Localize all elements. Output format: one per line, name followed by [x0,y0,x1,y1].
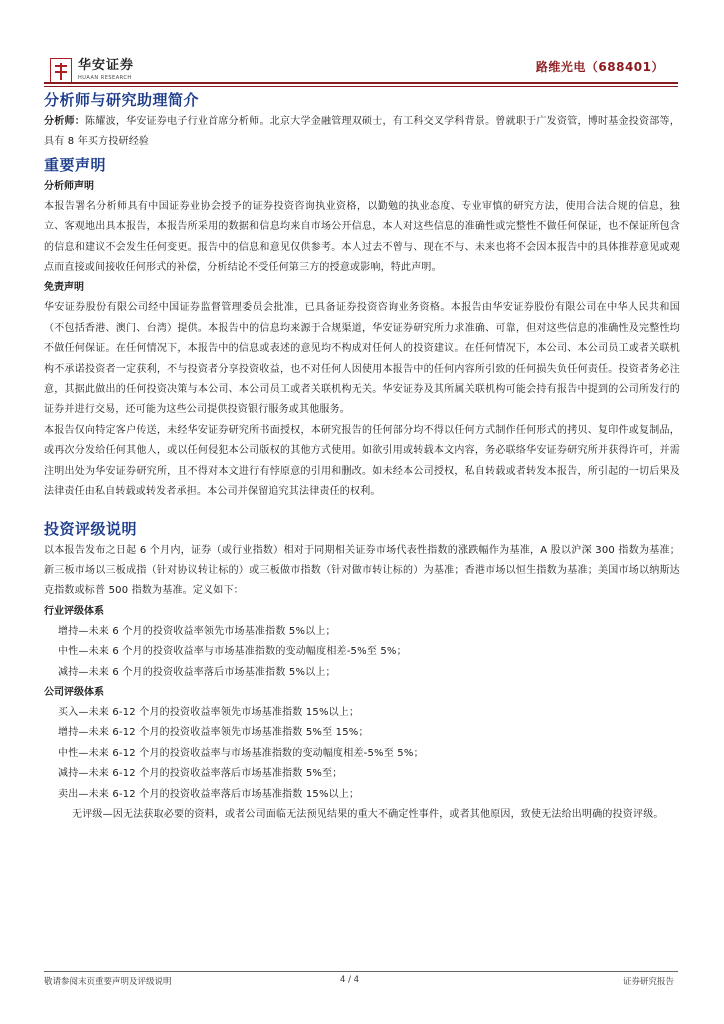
disclaimer-title: 免责声明 [44,282,84,294]
logo-name-en: HUAAN RESEARCH [78,75,132,81]
company-rating-item: 买入—未来 6-12 个月的投资收益率领先市场基准指数 15%以上； [58,706,360,718]
company-rating-item-none: 无评级—因无法获取必要的资料，或者公司面临无法预见结果的重大不确定性事件，或者其他原因，致使无法给出明确的投资评级。 [72,808,664,820]
disclaimer-paragraph-2: 本报告仅向特定客户传送，未经华安证券研究所书面授权，本研究报告的任何部分均不得以任何方式制作任何形式的拷贝、复印件或复制品，或再次分发给任何其他人，或以任何侵犯本公司版权的其他方式使用。如欲引用或转载本文内容，务必联络华安证券研究所并获得许可，并需注明出处为华安证券研究所，且不得对本文进行有悖原意的引用和删改。如未经本公司授权，私自转载或者转发本报告，所引起的一切后果及法律责任由私自转载或转发者承担。本公司并保留追究其法律责任的权利。 [44,424,680,498]
analyst-bio-text: 陈耀波，华安证券电子行业首席分析师。北京大学金融管理双硕士，有工科交叉学科背景。曾就职于广发资管，博时基金投资部等，具有 8 年买方投研经验 [44,116,680,148]
industry-rating-item: 减持—未来 6 个月的投资收益率落后市场基准指数 5%以上； [58,666,336,678]
footer-notice: 敬请参阅末页重要声明及评级说明 [44,977,172,987]
header-rule-thin [44,86,678,87]
footer-rule [44,971,678,972]
footer-report-type: 证券研究报告 [622,977,674,987]
company-rating-item: 中性—未来 6-12 个月的投资收益率与市场基准指数的变动幅度相差-5%至 5%； [58,747,424,759]
header-rule [44,82,678,84]
report-body [44,88,680,825]
logo-name-cn: 华安证券 [78,58,135,73]
industry-rating-item: 增持—未来 6 个月的投资收益率领先市场基准指数 5%以上； [58,625,336,637]
rating-section-title: 投资评级说明 [44,519,138,538]
rating-intro: 以本报告发布之日起 6 个月内，证券（或行业指数）相对于同期相关证券市场代表性指数的涨跌幅作为基准，A 股以沪深 300 指数为基准；新三板市场以三板成指（针对协议转让标的）或三板做市指数（针对做市转让标的）为基准；香港市场以恒生指数为基准；美国市场以纳斯达克指数或标普 500 指数为基准。定义如下： [44,544,680,597]
company-rating-item: 卖出—未来 6-12 个月的投资收益率落后市场基准指数 15%以上； [58,788,360,800]
company-rating-item: 减持—未来 6-12 个月的投资收益率落后市场基准指数 5%至； [58,768,343,780]
industry-rating-title: 行业评级体系 [44,605,104,617]
analyst-declaration-text: 本报告署名分析师具有中国证券业协会授予的证券投资咨询执业资格，以勤勉的执业态度、专业审慎的研究方法，使用合法合规的信息，独立、客观地出具本报告，本报告所采用的数据和信息均来自市场公开信息，本人对这些信息的准确性或完整性不做任何保证，也不保证所包含的信息和建议不会发生任何变更。报告中的信息和意见仅供参考。本人过去不曾与、现在不与、未来也将不会因本报告中的具体推荐意见或观点而直接或间接收任何形式的补偿，分析结论不受任何第三方的授意或影响，特此声明。 [44,200,680,274]
analyst-label: 分析师： [44,116,86,127]
analyst-declaration-title: 分析师声明 [44,180,94,192]
stock-title: 路维光电（688401） [535,60,664,74]
analyst-bio [44,112,680,153]
disclaimer-paragraph-1: 华安证券股份有限公司经中国证券监督管理委员会批准，已具备证券投资咨询业务资格。本报告由华安证券股份有限公司在中华人民共和国（不包括香港、澳门、台湾）提供。本报告中的信息均来源于合规渠道，华安证券研究所力求准确、可靠，但对这些信息的准确性及完整性均不做任何保证。在任何情况下，本报告中的信息或表述的意见均不构成对任何人的投资建议。在任何情况下，本公司、本公司员工或者关联机构不承诺投资者一定获利，不与投资者分享投资收益，也不对任何人因使用本报告中的任何内容所引致的任何损失负任何责任。投资者务必注意，其据此做出的任何投资决策与本公司、本公司员工或者关联机构无关。华安证券及其所属关联机构可能会持有报告中提到的公司所发行的证券并进行交易，还可能为这些公司提供投资银行服务或其他服务。 [44,302,680,416]
company-rating-item: 增持—未来 6-12 个月的投资收益率领先市场基准指数 5%至 15%； [58,727,369,739]
statement-section-title: 重要声明 [44,155,107,174]
company-rating-title: 公司评级体系 [44,686,104,698]
analyst-section-title: 分析师与研究助理简介 [44,91,200,109]
industry-rating-item: 中性—未来 6 个月的投资收益率与市场基准指数的变动幅度相差-5%至 5%； [58,646,407,658]
logo-seal-icon [50,58,72,84]
page-number: 4 / 4 [340,975,360,985]
